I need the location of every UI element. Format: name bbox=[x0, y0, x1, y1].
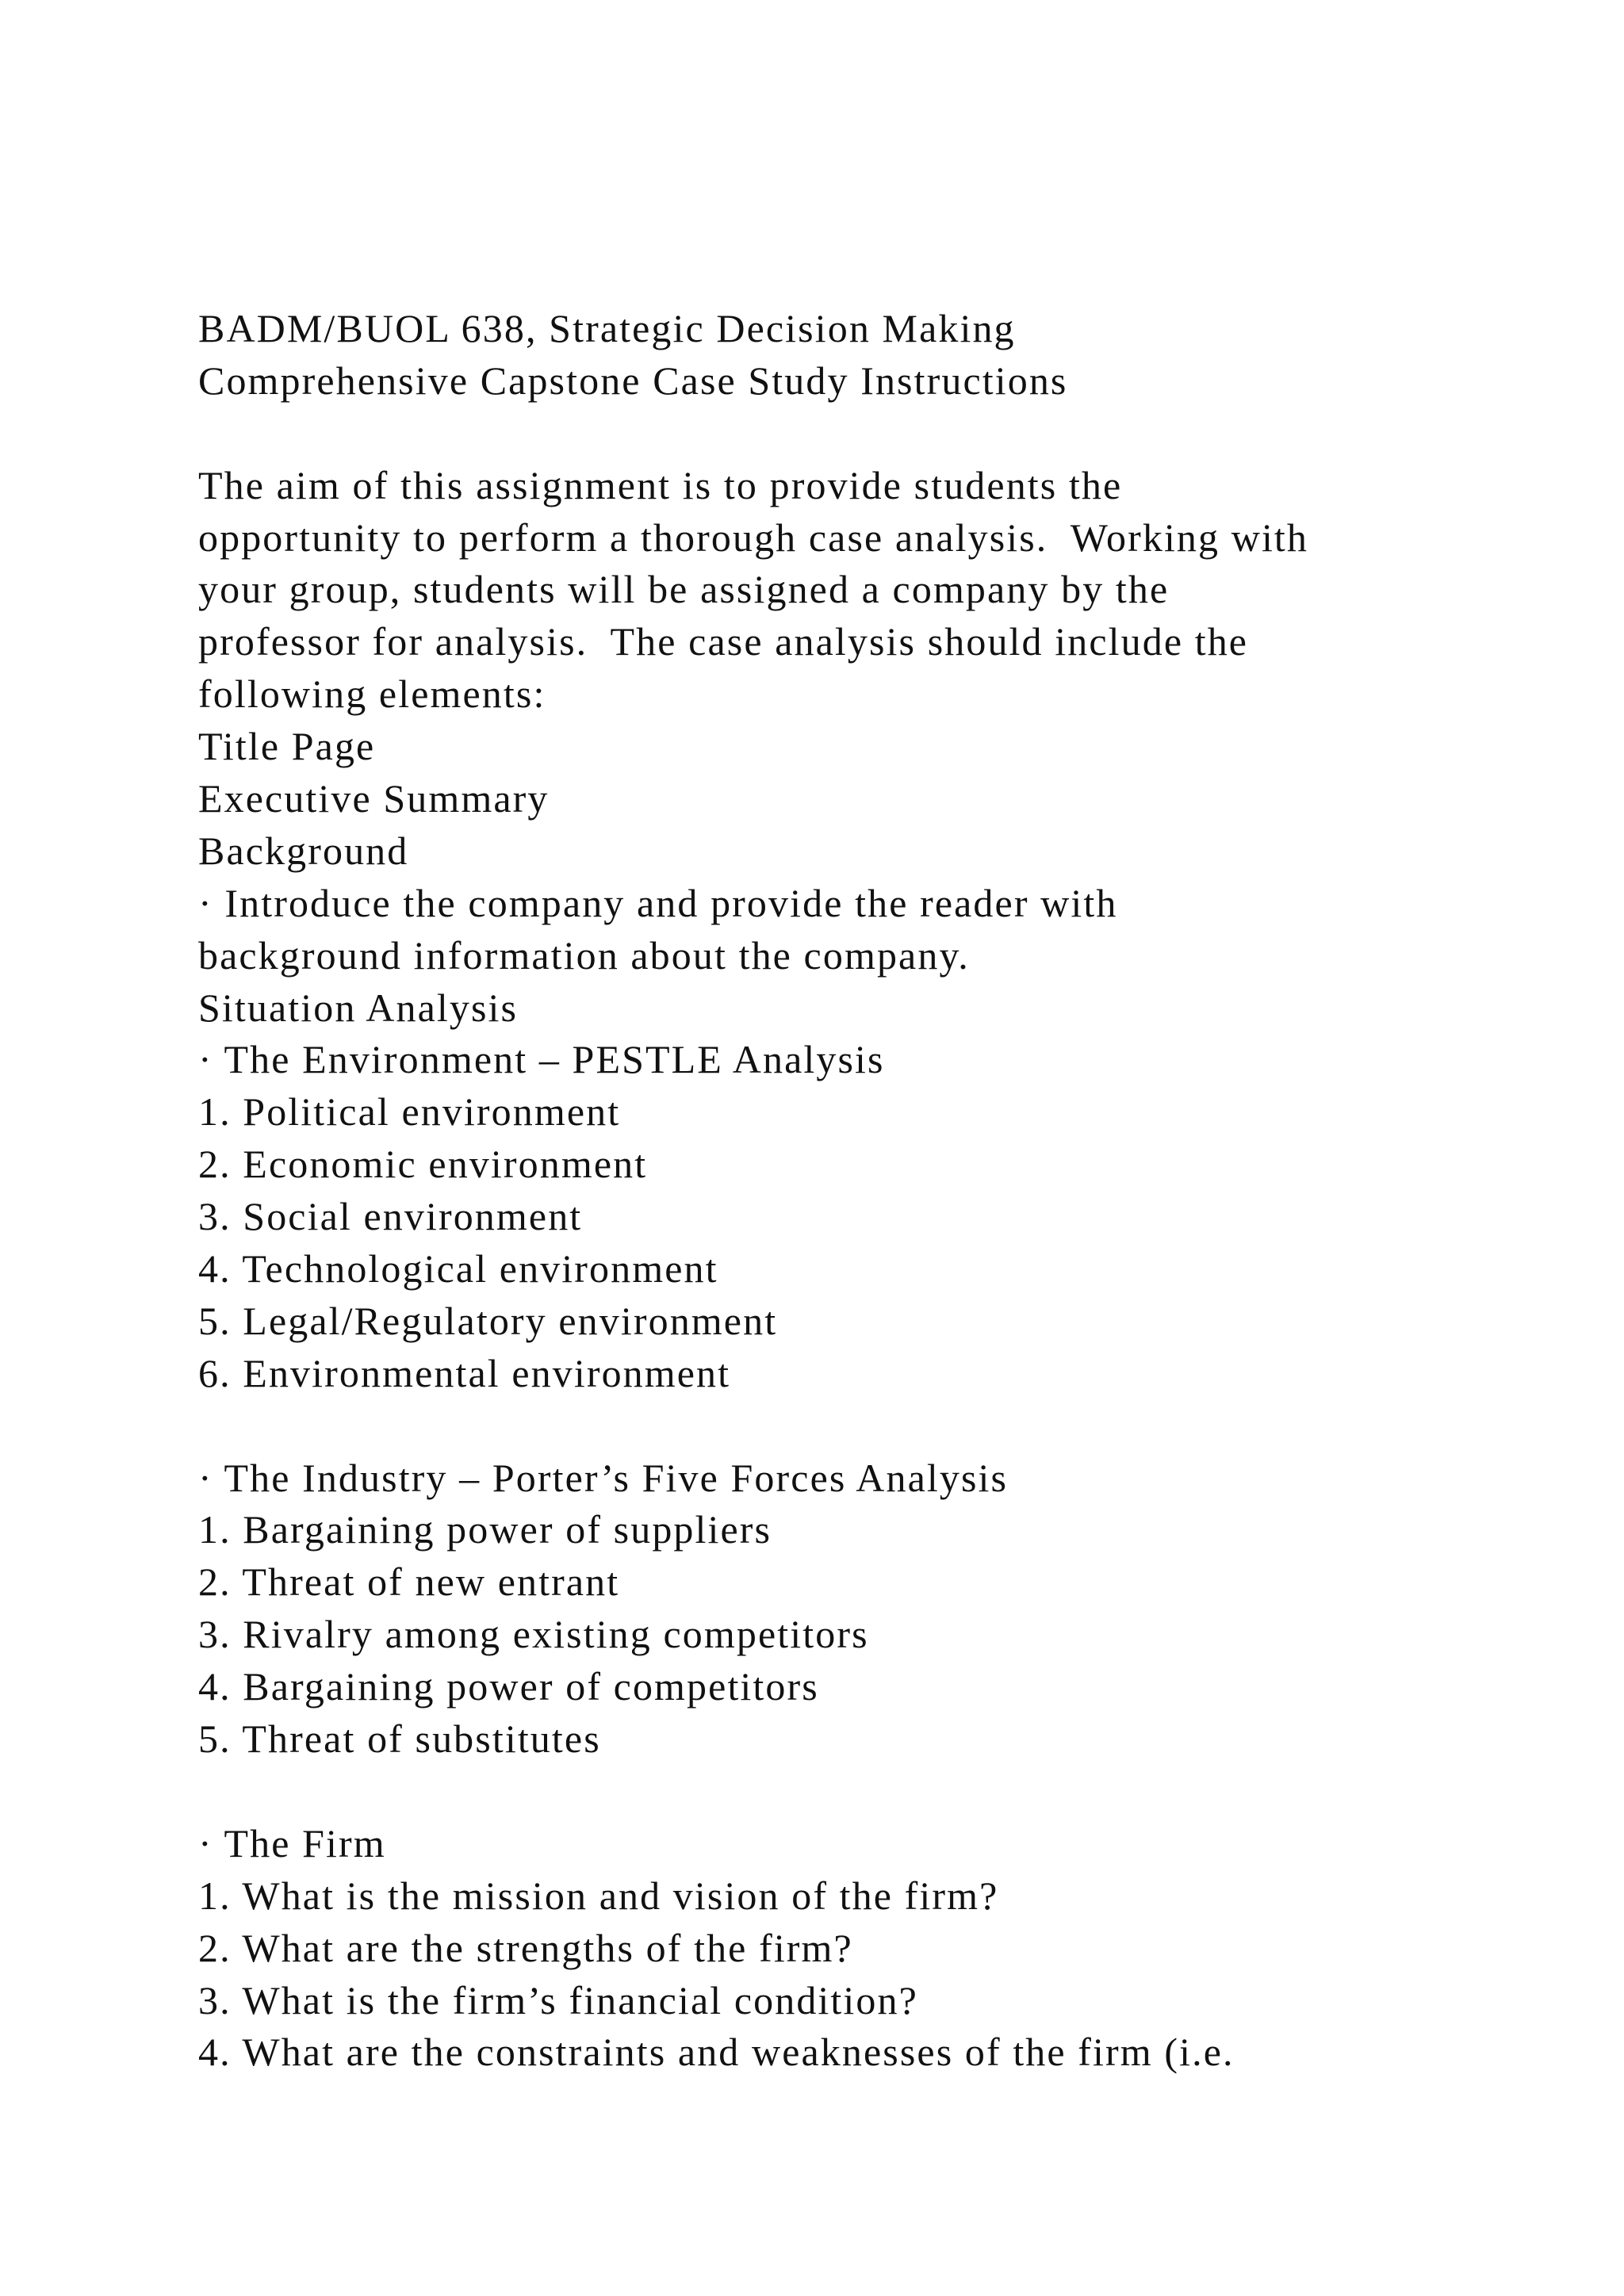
blank-line bbox=[198, 1400, 1546, 1452]
list-item: 4. What are the constraints and weaknesses of the firm (i.e. bbox=[198, 2030, 1235, 2075]
section-heading-title-page: Title Page bbox=[198, 724, 376, 769]
intro-line: opportunity to perform a thorough case analysis. Working with bbox=[198, 515, 1309, 560]
background-bullet-continued: background information about the company. bbox=[198, 932, 970, 978]
intro-line: following elements: bbox=[198, 672, 546, 717]
intro-line: professor for analysis. The case analysis should include the bbox=[198, 619, 1249, 664]
list-item: 4. Bargaining power of competitors bbox=[198, 1664, 819, 1709]
document-body bbox=[198, 303, 1546, 2079]
document-subtitle: Comprehensive Capstone Case Study Instructions bbox=[198, 358, 1068, 403]
list-item: 2. What are the strengths of the firm? bbox=[198, 1925, 853, 1970]
blank-line bbox=[198, 1766, 1546, 1818]
list-item: 1. Bargaining power of suppliers bbox=[198, 1507, 772, 1552]
list-item: 1. What is the mission and vision of the firm? bbox=[198, 1873, 999, 1918]
section-heading-background: Background bbox=[198, 828, 409, 873]
list-item: 1. Political environment bbox=[198, 1089, 621, 1135]
list-item: 3. What is the firm’s financial condition? bbox=[198, 1977, 918, 2022]
list-item: 5. Legal/Regulatory environment bbox=[198, 1298, 778, 1343]
intro-line: your group, students will be assigned a company by the bbox=[198, 567, 1170, 612]
industry-heading: · The Industry – Porter’s Five Forces Analysis bbox=[198, 1455, 1009, 1500]
list-item: 3. Social environment bbox=[198, 1194, 583, 1239]
list-item: 5. Threat of substitutes bbox=[198, 1716, 601, 1762]
background-bullet: · Introduce the company and provide the reader with bbox=[198, 880, 1118, 925]
document-title: BADM/BUOL 638, Strategic Decision Making bbox=[198, 306, 1016, 350]
list-item: 4. Technological environment bbox=[198, 1246, 718, 1292]
section-heading-executive-summary: Executive Summary bbox=[198, 776, 550, 821]
list-item: 3. Rivalry among existing competitors bbox=[198, 1612, 869, 1657]
list-item: 2. Economic environment bbox=[198, 1142, 648, 1187]
section-heading-situation-analysis: Situation Analysis bbox=[198, 985, 519, 1030]
list-item: 2. Threat of new entrant bbox=[198, 1559, 620, 1605]
intro-line: The aim of this assignment is to provide students the bbox=[198, 462, 1123, 507]
environment-heading: · The Environment – PESTLE Analysis bbox=[198, 1037, 885, 1082]
firm-heading: · The Firm bbox=[198, 1820, 386, 1866]
blank-line bbox=[198, 408, 1546, 460]
list-item: 6. Environmental environment bbox=[198, 1350, 731, 1395]
